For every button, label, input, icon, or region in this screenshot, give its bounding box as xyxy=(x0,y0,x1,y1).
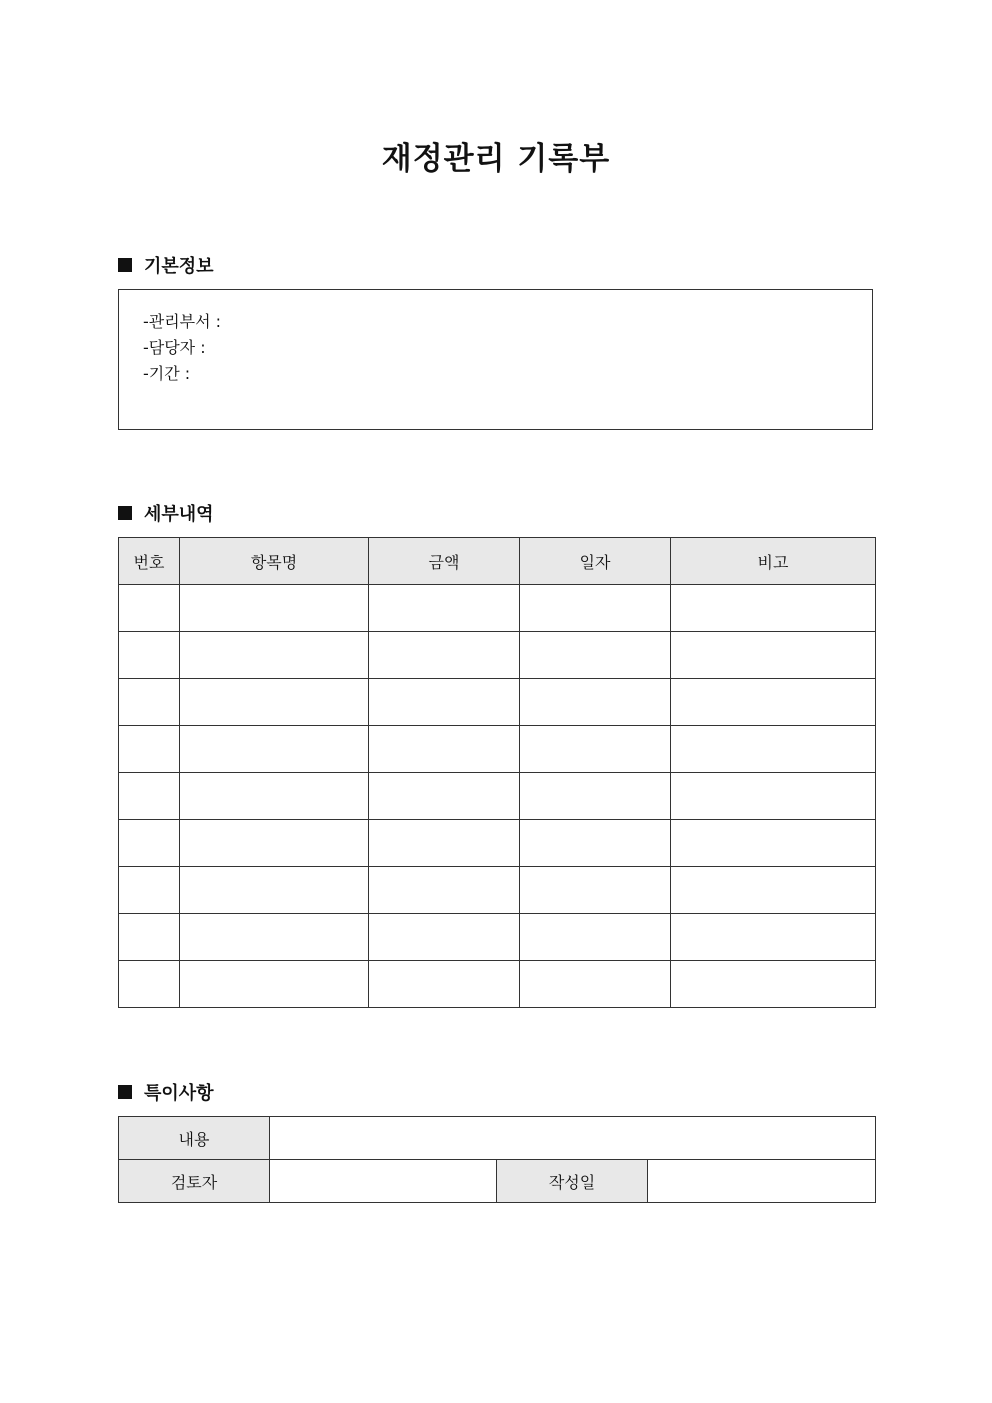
table-cell[interactable] xyxy=(671,679,876,726)
reviewer-field[interactable] xyxy=(270,1160,497,1203)
square-bullet-icon xyxy=(118,258,132,272)
table-cell[interactable] xyxy=(520,679,671,726)
table-cell[interactable] xyxy=(369,632,520,679)
table-header-row xyxy=(119,538,876,585)
table-cell[interactable] xyxy=(180,679,369,726)
table-cell[interactable] xyxy=(671,961,876,1008)
table-cell[interactable] xyxy=(369,679,520,726)
table-cell[interactable] xyxy=(119,961,180,1008)
table-cell[interactable] xyxy=(520,867,671,914)
table-cell[interactable] xyxy=(369,914,520,961)
table-cell[interactable] xyxy=(520,632,671,679)
table-cell[interactable] xyxy=(520,726,671,773)
table-cell[interactable] xyxy=(671,585,876,632)
table-cell[interactable] xyxy=(520,585,671,632)
table-cell[interactable] xyxy=(369,820,520,867)
reviewer-label: 검토자 xyxy=(119,1160,270,1203)
page-title: 재정관리 기록부 xyxy=(381,141,611,177)
table-cell[interactable] xyxy=(369,726,520,773)
table-cell[interactable] xyxy=(520,773,671,820)
column-header-number: 번호 xyxy=(119,538,180,585)
basic-info-box xyxy=(118,289,873,430)
table-cell[interactable] xyxy=(671,726,876,773)
table-row xyxy=(119,961,876,1008)
content-label: 내용 xyxy=(119,1117,270,1160)
table-cell[interactable] xyxy=(369,867,520,914)
written-date-field[interactable] xyxy=(648,1160,876,1203)
table-cell[interactable] xyxy=(369,773,520,820)
manager-field[interactable]: -담당자 : xyxy=(143,338,206,357)
table-cell[interactable] xyxy=(119,585,180,632)
table-cell[interactable] xyxy=(671,820,876,867)
section-heading-label: 기본정보 xyxy=(144,256,214,277)
table-row xyxy=(119,726,876,773)
section-heading-basic-info xyxy=(118,252,214,278)
table-cell[interactable] xyxy=(671,773,876,820)
table-cell[interactable] xyxy=(520,820,671,867)
table-cell[interactable] xyxy=(180,820,369,867)
section-heading-details xyxy=(118,500,214,526)
table-cell[interactable] xyxy=(369,961,520,1008)
section-heading-label: 특이사항 xyxy=(144,1083,214,1104)
column-header-date: 일자 xyxy=(520,538,671,585)
section-heading-special-notes xyxy=(118,1079,214,1105)
table-cell[interactable] xyxy=(119,867,180,914)
written-date-label: 작성일 xyxy=(497,1160,648,1203)
table-cell[interactable] xyxy=(180,632,369,679)
table-row xyxy=(119,820,876,867)
content-field[interactable] xyxy=(270,1117,876,1160)
table-cell[interactable] xyxy=(180,914,369,961)
table-cell[interactable] xyxy=(180,585,369,632)
column-header-remarks: 비고 xyxy=(671,538,876,585)
table-row xyxy=(119,867,876,914)
table-cell[interactable] xyxy=(119,632,180,679)
table-cell[interactable] xyxy=(369,585,520,632)
table-row xyxy=(119,632,876,679)
department-field[interactable]: -관리부서 : xyxy=(143,312,222,331)
period-field[interactable]: -기간 : xyxy=(143,364,191,383)
table-cell[interactable] xyxy=(180,961,369,1008)
table-cell[interactable] xyxy=(520,914,671,961)
column-header-item-name: 항목명 xyxy=(180,538,369,585)
table-cell[interactable] xyxy=(180,726,369,773)
table-cell[interactable] xyxy=(520,961,671,1008)
details-table xyxy=(118,537,876,1008)
table-cell[interactable] xyxy=(119,773,180,820)
table-cell[interactable] xyxy=(671,914,876,961)
column-header-amount: 금액 xyxy=(369,538,520,585)
table-row xyxy=(119,585,876,632)
table-cell[interactable] xyxy=(119,914,180,961)
table-cell[interactable] xyxy=(180,773,369,820)
table-cell[interactable] xyxy=(119,679,180,726)
table-row xyxy=(119,679,876,726)
reviewer-row xyxy=(119,1160,876,1203)
content-row xyxy=(119,1117,876,1160)
special-notes-table xyxy=(118,1116,876,1203)
table-cell[interactable] xyxy=(671,867,876,914)
square-bullet-icon xyxy=(118,1085,132,1099)
square-bullet-icon xyxy=(118,506,132,520)
table-cell[interactable] xyxy=(671,632,876,679)
table-row xyxy=(119,773,876,820)
section-heading-label: 세부내역 xyxy=(144,504,214,525)
table-cell[interactable] xyxy=(180,867,369,914)
table-cell[interactable] xyxy=(119,820,180,867)
table-row xyxy=(119,914,876,961)
table-cell[interactable] xyxy=(119,726,180,773)
